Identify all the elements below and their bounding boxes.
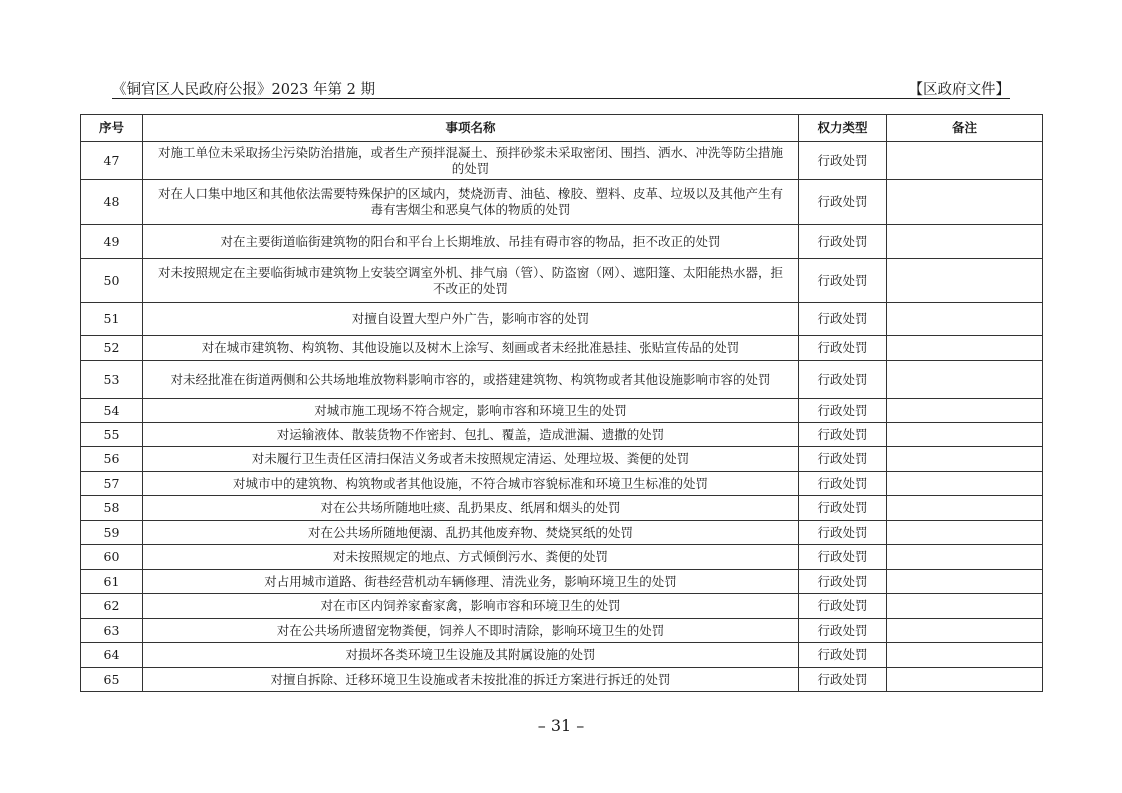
item-name: 对在城市建筑物、构筑物、其他设施以及树木上涂写、刻画或者未经批准悬挂、张贴宣传品的处罚 <box>143 336 799 361</box>
power-type: 行政处罚 <box>799 668 887 692</box>
table-row <box>81 259 1043 303</box>
item-name: 对擅自设置大型户外广告，影响市容的处罚 <box>143 303 799 336</box>
remarks <box>887 180 1043 225</box>
power-type: 行政处罚 <box>799 399 887 423</box>
table-row <box>81 472 1043 496</box>
item-name: 对擅自拆除、迁移环境卫生设施或者未按批准的拆迁方案进行拆迁的处罚 <box>143 668 799 692</box>
row-number: 50 <box>81 259 143 303</box>
power-type: 行政处罚 <box>799 472 887 496</box>
table-row <box>81 423 1043 447</box>
table-row <box>81 496 1043 521</box>
table-row <box>81 545 1043 570</box>
remarks <box>887 472 1043 496</box>
item-name: 对城市施工现场不符合规定，影响市容和环境卫生的处罚 <box>143 399 799 423</box>
power-type: 行政处罚 <box>799 619 887 643</box>
remarks <box>887 225 1043 259</box>
power-type: 行政处罚 <box>799 594 887 619</box>
item-name: 对运输液体、散装货物不作密封、包扎、覆盖，造成泄漏、遗撒的处罚 <box>143 423 799 447</box>
table-row <box>81 303 1043 336</box>
item-name: 对未按照规定的地点、方式倾倒污水、粪便的处罚 <box>143 545 799 570</box>
remarks <box>887 399 1043 423</box>
table-row <box>81 643 1043 668</box>
item-name: 对未经批准在街道两侧和公共场地堆放物料影响市容的，或搭建建筑物、构筑物或者其他设施影响市容的处罚 <box>143 361 799 399</box>
row-number: 48 <box>81 180 143 225</box>
table-row <box>81 594 1043 619</box>
remarks <box>887 361 1043 399</box>
power-type: 行政处罚 <box>799 303 887 336</box>
table-row <box>81 570 1043 594</box>
row-number: 47 <box>81 142 143 180</box>
row-number: 58 <box>81 496 143 521</box>
publication-title: 《铜官区人民政府公报》2023 年第 2 期 <box>112 82 375 98</box>
remarks <box>887 142 1043 180</box>
table-row <box>81 619 1043 643</box>
remarks <box>887 496 1043 521</box>
power-type: 行政处罚 <box>799 259 887 303</box>
item-name: 对施工单位未采取扬尘污染防治措施，或者生产预拌混凝土、预拌砂浆未采取密闭、围挡、洒水、冲洗等防尘措施的处罚 <box>143 142 799 180</box>
row-number: 64 <box>81 643 143 668</box>
row-number: 56 <box>81 447 143 472</box>
remarks <box>887 570 1043 594</box>
column-header-remarks: 备注 <box>887 115 1043 142</box>
table-header-row <box>81 115 1043 142</box>
power-type: 行政处罚 <box>799 225 887 259</box>
column-header-item-name: 事项名称 <box>143 115 799 142</box>
row-number: 49 <box>81 225 143 259</box>
remarks <box>887 259 1043 303</box>
remarks <box>887 619 1043 643</box>
table-row <box>81 361 1043 399</box>
row-number: 61 <box>81 570 143 594</box>
column-header-number: 序号 <box>81 115 143 142</box>
table-row <box>81 225 1043 259</box>
power-type: 行政处罚 <box>799 545 887 570</box>
row-number: 59 <box>81 521 143 545</box>
power-type: 行政处罚 <box>799 643 887 668</box>
page-number: – 31 – <box>537 716 585 735</box>
row-number: 57 <box>81 472 143 496</box>
remarks <box>887 668 1043 692</box>
item-name: 对占用城市道路、街巷经营机动车辆修理、清洗业务，影响环境卫生的处罚 <box>143 570 799 594</box>
remarks <box>887 594 1043 619</box>
row-number: 62 <box>81 594 143 619</box>
row-number: 63 <box>81 619 143 643</box>
item-name: 对在公共场所随地吐痰、乱扔果皮、纸屑和烟头的处罚 <box>143 496 799 521</box>
row-number: 53 <box>81 361 143 399</box>
table-row <box>81 142 1043 180</box>
page-header <box>112 76 1010 99</box>
item-name: 对在市区内饲养家畜家禽，影响市容和环境卫生的处罚 <box>143 594 799 619</box>
item-name: 对未履行卫生责任区清扫保洁义务或者未按照规定清运、处理垃圾、粪便的处罚 <box>143 447 799 472</box>
power-type: 行政处罚 <box>799 180 887 225</box>
power-type: 行政处罚 <box>799 423 887 447</box>
power-type: 行政处罚 <box>799 570 887 594</box>
power-type: 行政处罚 <box>799 521 887 545</box>
row-number: 52 <box>81 336 143 361</box>
item-name: 对在主要街道临街建筑物的阳台和平台上长期堆放、吊挂有碍市容的物品，拒不改正的处罚 <box>143 225 799 259</box>
penalty-items-table <box>80 114 1043 692</box>
table-row <box>81 399 1043 423</box>
section-label: 【区政府文件】 <box>908 82 1010 98</box>
remarks <box>887 643 1043 668</box>
table-row <box>81 336 1043 361</box>
remarks <box>887 336 1043 361</box>
remarks <box>887 423 1043 447</box>
item-name: 对在公共场所随地便溺、乱扔其他废弃物、焚烧冥纸的处罚 <box>143 521 799 545</box>
remarks <box>887 447 1043 472</box>
item-name: 对未按照规定在主要临街城市建筑物上安装空调室外机、排气扇（管）、防盗窗（网）、遮阳篷、太阳能热水器，拒不改正的处罚 <box>143 259 799 303</box>
row-number: 55 <box>81 423 143 447</box>
item-name: 对在人口集中地区和其他依法需要特殊保护的区域内，焚烧沥青、油毡、橡胶、塑料、皮革、垃圾以及其他产生有毒有害烟尘和恶臭气体的物质的处罚 <box>143 180 799 225</box>
power-type: 行政处罚 <box>799 142 887 180</box>
power-type: 行政处罚 <box>799 496 887 521</box>
item-name: 对城市中的建筑物、构筑物或者其他设施，不符合城市容貌标准和环境卫生标准的处罚 <box>143 472 799 496</box>
power-type: 行政处罚 <box>799 336 887 361</box>
table-row <box>81 447 1043 472</box>
power-type: 行政处罚 <box>799 447 887 472</box>
power-type: 行政处罚 <box>799 361 887 399</box>
row-number: 51 <box>81 303 143 336</box>
row-number: 65 <box>81 668 143 692</box>
remarks <box>887 521 1043 545</box>
column-header-power-type: 权力类型 <box>799 115 887 142</box>
remarks <box>887 545 1043 570</box>
item-name: 对损坏各类环境卫生设施及其附属设施的处罚 <box>143 643 799 668</box>
remarks <box>887 303 1043 336</box>
item-name: 对在公共场所遗留宠物粪便，饲养人不即时清除，影响环境卫生的处罚 <box>143 619 799 643</box>
table-row <box>81 180 1043 225</box>
table-row <box>81 668 1043 692</box>
row-number: 60 <box>81 545 143 570</box>
row-number: 54 <box>81 399 143 423</box>
table-row <box>81 521 1043 545</box>
